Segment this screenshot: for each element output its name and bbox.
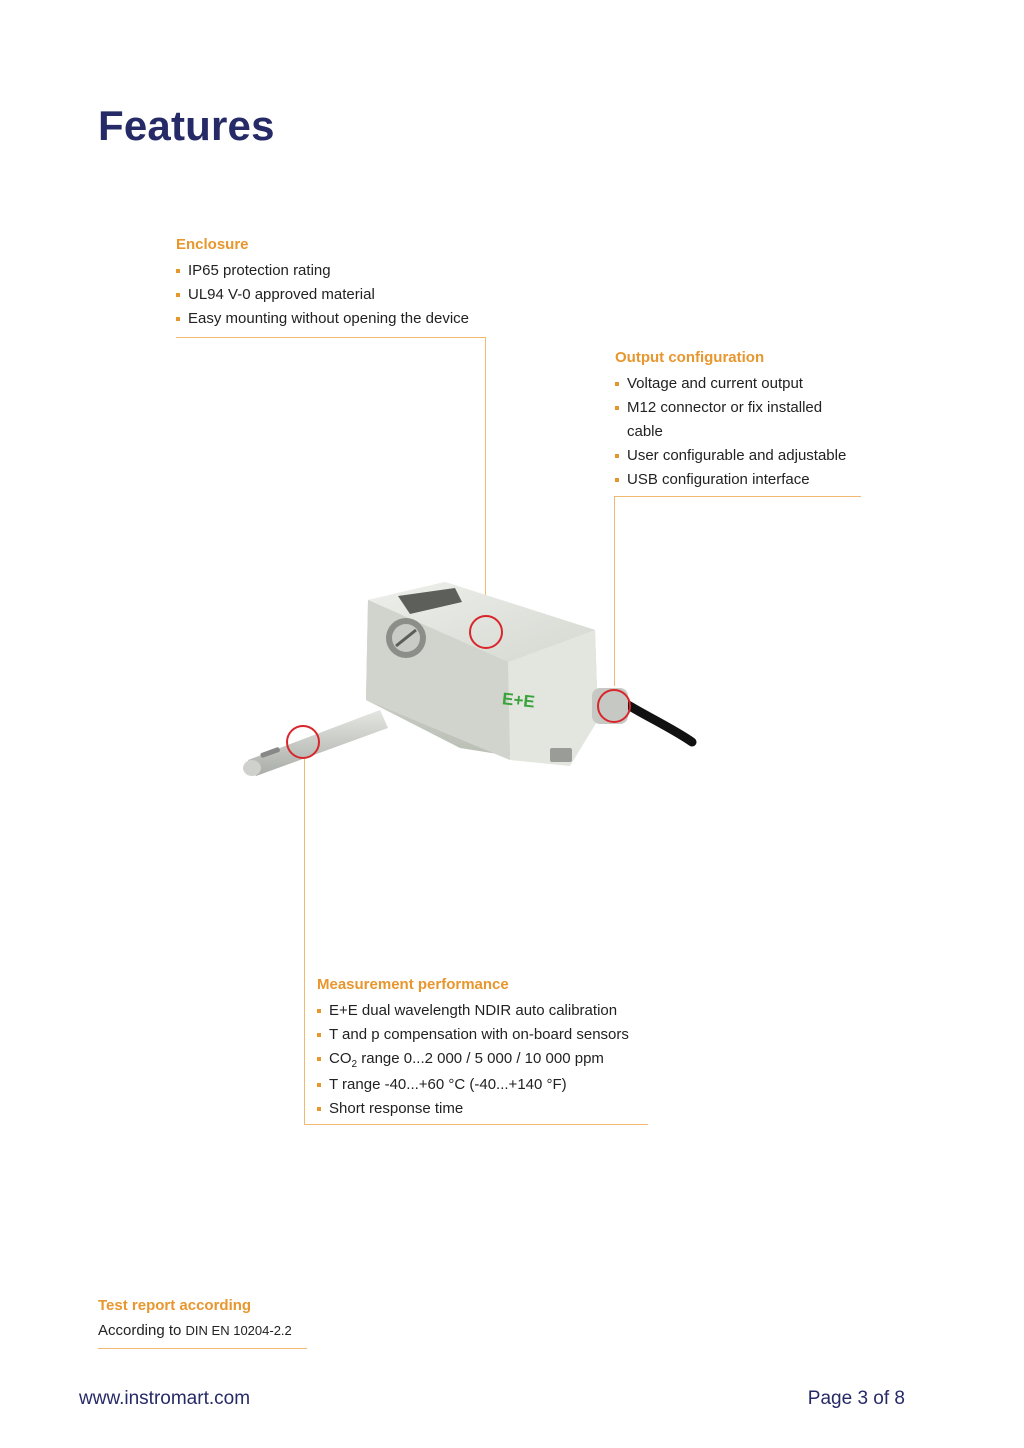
enclosure-heading: Enclosure [176, 236, 249, 253]
list-item: T and p compensation with on-board sensors [317, 1023, 629, 1047]
list-item: USB configuration interface [615, 468, 846, 492]
test-report-prefix: According to [98, 1322, 186, 1339]
list-item: IP65 protection rating [176, 259, 469, 283]
measurement-heading: Measurement performance [317, 976, 509, 993]
output-section [615, 349, 846, 492]
output-heading: Output configuration [615, 349, 765, 366]
co2-range-text: range 0...2 000 / 5 000 / 10 000 ppm [357, 1050, 604, 1067]
list-item: M12 connector or fix installed [615, 396, 846, 420]
test-report-underline [98, 1348, 307, 1349]
list-item: E+E dual wavelength NDIR auto calibration [317, 999, 629, 1023]
list-item-co2-range [317, 1047, 629, 1073]
measurement-leader-line [304, 759, 305, 1124]
measurement-section [317, 976, 629, 1121]
list-item: User configurable and adjustable [615, 444, 846, 468]
footer-page-number: Page 3 of 8 [807, 1388, 905, 1409]
measurement-underline [304, 1124, 648, 1125]
test-report-heading: Test report according [98, 1297, 252, 1314]
output-marker-circle [597, 689, 631, 723]
list-item: Easy mounting without opening the device [176, 307, 469, 331]
test-report-standard: DIN EN 10204-2.2 [185, 1323, 292, 1338]
list-item-continuation: cable [627, 423, 663, 440]
device-logo: E+E [501, 689, 536, 712]
co2-subscript: 2 [351, 1059, 358, 1070]
measurement-list [317, 999, 629, 1121]
test-report-text [98, 1322, 292, 1339]
list-item: UL94 V-0 approved material [176, 283, 469, 307]
list-item: T range -40...+60 °C (-40...+140 °F) [317, 1073, 629, 1097]
enclosure-list [176, 259, 469, 331]
enclosure-section [176, 236, 469, 331]
test-report-section [98, 1297, 292, 1339]
enclosure-marker-circle [469, 615, 503, 649]
output-list [615, 372, 846, 492]
co2-prefix: CO [329, 1050, 352, 1067]
enclosure-underline [176, 337, 486, 338]
list-item: Short response time [317, 1097, 629, 1121]
page-title: Features [98, 102, 275, 149]
output-underline [614, 496, 861, 497]
footer-website-link[interactable]: www.instromart.com [79, 1388, 251, 1409]
list-item: Voltage and current output [615, 372, 846, 396]
probe-marker-circle [286, 725, 320, 759]
